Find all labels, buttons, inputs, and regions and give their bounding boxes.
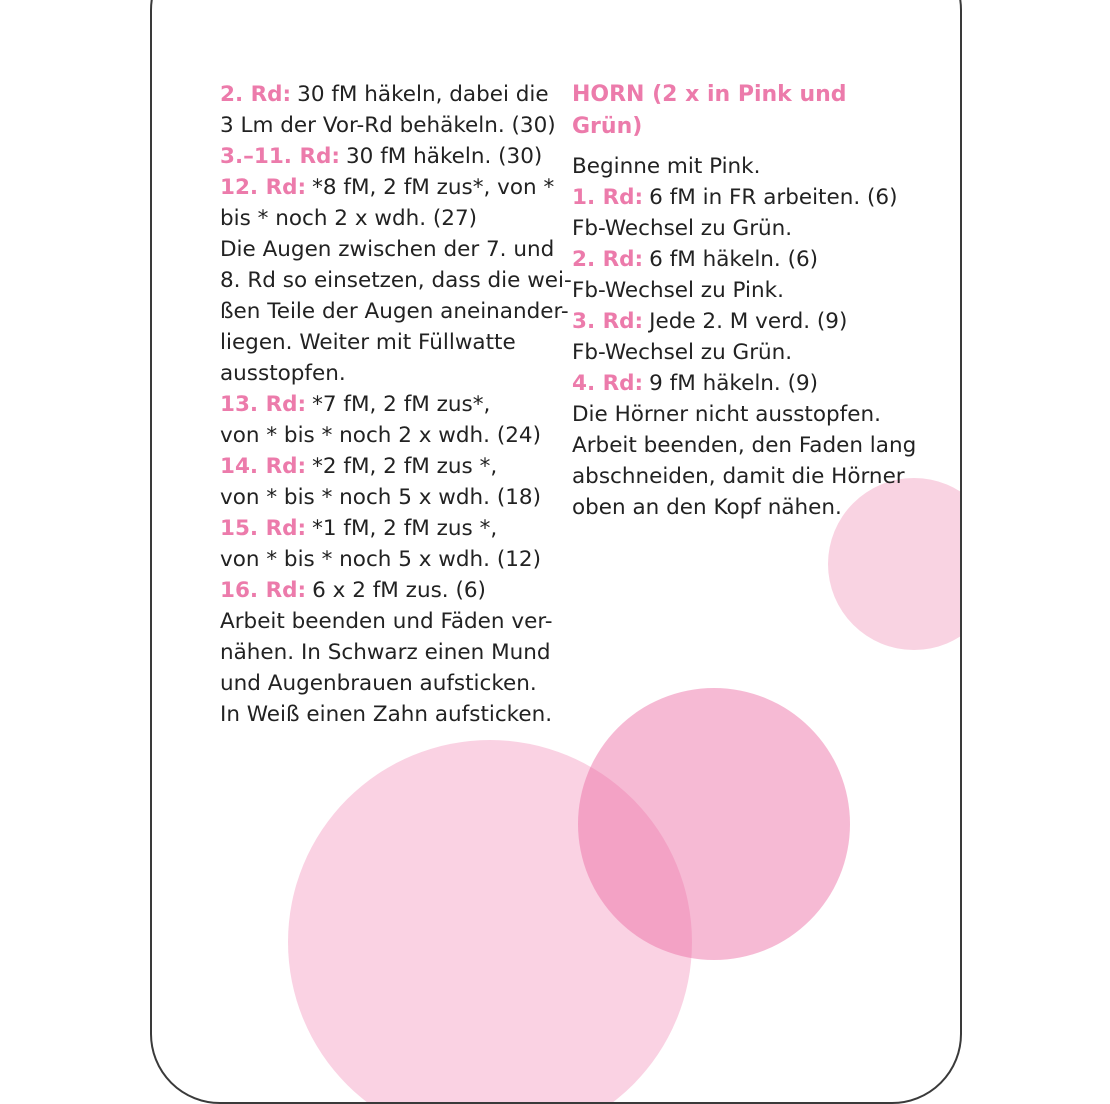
instruction-text: von * bis * noch 5 x wdh. (12) (220, 547, 541, 572)
instruction-line (220, 110, 556, 141)
instruction-line (572, 182, 902, 213)
instruction-line (220, 575, 550, 606)
round-label: 3. Rd: (572, 309, 644, 334)
left-instructions-column (220, 79, 572, 730)
instruction-line (572, 368, 902, 399)
instruction-line (572, 275, 902, 306)
round-label: 3.–11. Rd: (220, 144, 340, 169)
instruction-text: Arbeit beenden, den Faden lang (572, 433, 917, 458)
instruction-text: 8. Rd so einsetzen, dass die wei- (220, 268, 572, 293)
instruction-text: *7 fM, 2 fM zus*, (312, 392, 491, 417)
instruction-text: Jede 2. M verd. (9) (649, 309, 848, 334)
instruction-text: abschneiden, damit die Hörner (572, 464, 905, 489)
round-label: 15. Rd: (220, 516, 307, 541)
instruction-line (572, 399, 902, 430)
instruction-text: 3 Lm der Vor-Rd behäkeln. (30) (220, 113, 556, 138)
instruction-text: 6 fM in FR arbeiten. (6) (649, 185, 898, 210)
round-label: 12. Rd: (220, 175, 307, 200)
instruction-line (220, 420, 550, 451)
instruction-line (220, 172, 555, 203)
instruction-line (572, 461, 905, 492)
instruction-text: bis * noch 2 x wdh. (27) (220, 206, 478, 231)
instruction-text: In Weiß einen Zahn aufsticken. (220, 702, 553, 727)
instruction-line (220, 699, 553, 730)
instruction-text: nähen. In Schwarz einen Mund (220, 640, 551, 665)
instruction-text: von * bis * noch 5 x wdh. (18) (220, 485, 541, 510)
instruction-text: Die Hörner nicht ausstopfen. (572, 402, 881, 427)
instruction-line (572, 151, 902, 182)
instruction-text: und Augenbrauen aufsticken. (220, 671, 537, 696)
instruction-line (220, 265, 572, 296)
instruction-line (572, 244, 902, 275)
round-label: 2. Rd: (220, 82, 292, 107)
section-heading-continued: Grün) (572, 114, 643, 139)
instruction-text: ßen Teile der Augen aneinander- (220, 299, 569, 324)
round-label: 1. Rd: (572, 185, 644, 210)
instruction-text: 6 fM häkeln. (6) (649, 247, 819, 272)
instruction-line (220, 141, 550, 172)
instruction-text: 30 fM häkeln, dabei die (297, 82, 549, 107)
instruction-line (220, 637, 550, 668)
instruction-line (220, 544, 550, 575)
instruction-text: 30 fM häkeln. (30) (346, 144, 543, 169)
instruction-text: 9 fM häkeln. (9) (649, 371, 819, 396)
instruction-text: Arbeit beenden und Fäden ver- (220, 609, 553, 634)
instruction-line (220, 203, 550, 234)
round-label: 4. Rd: (572, 371, 644, 396)
right-instructions-column (572, 79, 917, 523)
instruction-line (220, 451, 550, 482)
round-label: 16. Rd: (220, 578, 307, 603)
instruction-text: Fb-Wechsel zu Grün. (572, 216, 793, 241)
instruction-text: Fb-Wechsel zu Grün. (572, 340, 793, 365)
instruction-text: *2 fM, 2 fM zus *, (312, 454, 498, 479)
round-label: 13. Rd: (220, 392, 307, 417)
instruction-text: Fb-Wechsel zu Pink. (572, 278, 784, 303)
instruction-line (220, 606, 553, 637)
instruction-text: *1 fM, 2 fM zus *, (312, 516, 498, 541)
instruction-line (220, 79, 550, 110)
instruction-text: von * bis * noch 2 x wdh. (24) (220, 423, 541, 448)
instruction-line (220, 513, 550, 544)
instruction-text: Beginne mit Pink. (572, 154, 761, 179)
instruction-text: liegen. Weiter mit Füllwatte (220, 330, 516, 355)
round-label: 2. Rd: (572, 247, 644, 272)
section-heading: HORN (2 x in Pink und (572, 82, 847, 107)
instruction-line (220, 327, 550, 358)
instruction-text: 6 x 2 fM zus. (6) (312, 578, 486, 603)
instruction-line (572, 492, 902, 523)
instruction-line (220, 482, 550, 513)
round-label: 14. Rd: (220, 454, 307, 479)
decorative-circle-medium (578, 688, 850, 960)
instruction-line (220, 389, 550, 420)
instruction-line (572, 337, 902, 368)
instruction-line (220, 358, 550, 389)
instruction-line (220, 234, 555, 265)
instruction-text: oben an den Kopf nähen. (572, 495, 842, 520)
instruction-line (572, 213, 902, 244)
instruction-line (572, 306, 902, 337)
heading-spacer (572, 143, 902, 151)
instruction-line (220, 668, 550, 699)
instruction-text: Die Augen zwischen der 7. und (220, 237, 555, 262)
instruction-text: ausstopfen. (220, 361, 346, 386)
instruction-text: *8 fM, 2 fM zus*, von * (312, 175, 555, 200)
instruction-line (220, 296, 569, 327)
instruction-line (572, 430, 917, 461)
